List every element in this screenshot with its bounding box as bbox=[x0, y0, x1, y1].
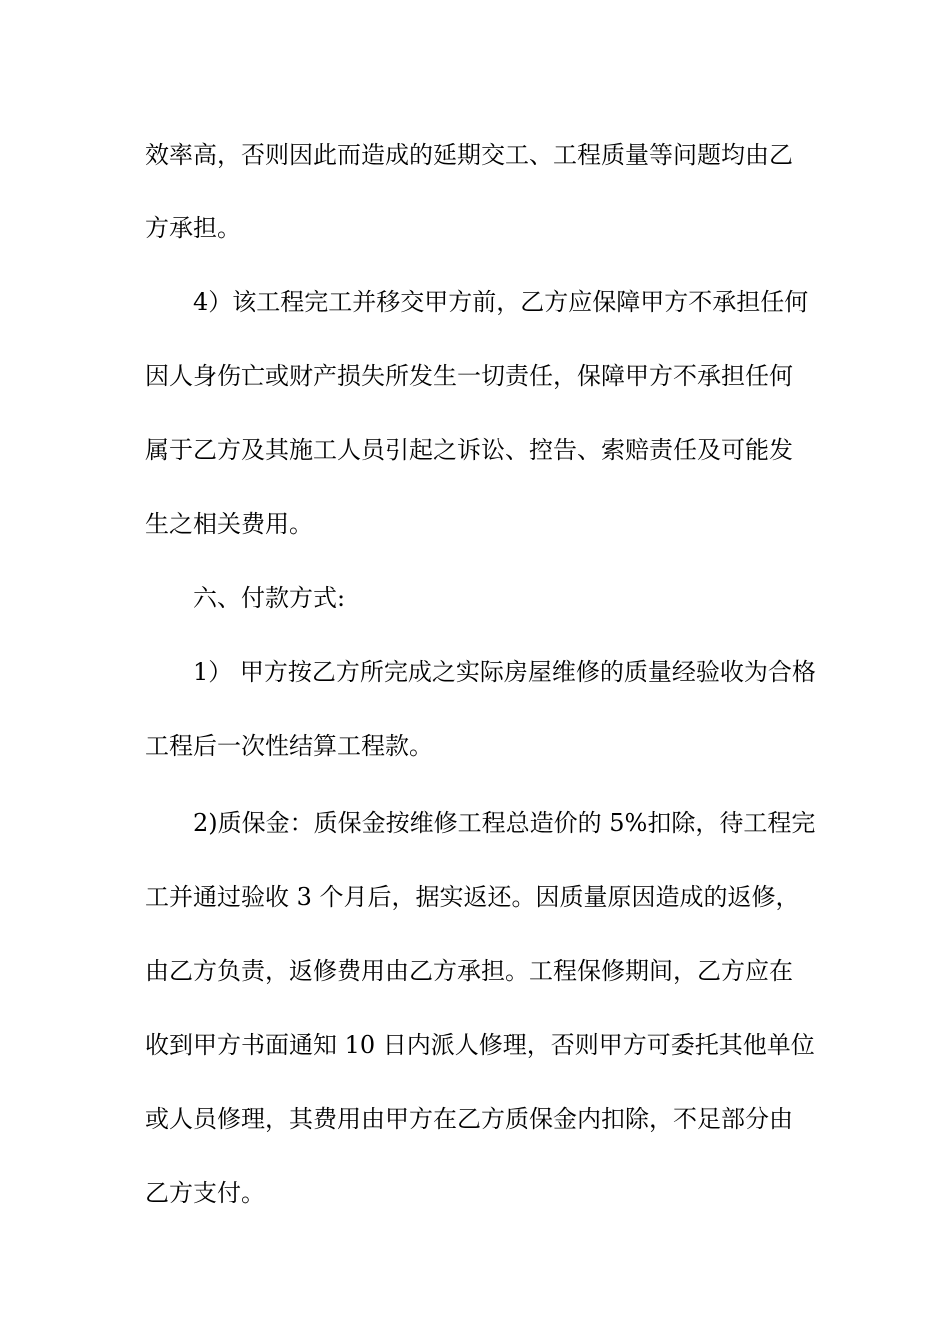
text-line-10: 2)质保金：质保金按维修工程总造价的 5%扣除，待工程完 bbox=[193, 809, 816, 837]
text-line-14: 或人员修理，其费用由甲方在乙方质保金内扣除，不足部分由 bbox=[145, 1105, 793, 1133]
text-line-8: 1） 甲方按乙方所完成之实际房屋维修的质量经验收为合格 bbox=[193, 658, 816, 686]
text-line-5: 属于乙方及其施工人员引起之诉讼、控告、索赔责任及可能发 bbox=[145, 436, 793, 464]
text-line-4: 因人身伤亡或财产损失所发生一切责任，保障甲方不承担任何 bbox=[145, 362, 793, 390]
text-line-6: 生之相关费用。 bbox=[145, 510, 313, 538]
text-line-2: 方承担。 bbox=[145, 214, 241, 242]
text-line-11: 工并通过验收 3 个月后，据实返还。因质量原因造成的返修， bbox=[145, 883, 800, 911]
text-line-12: 由乙方负责，返修费用由乙方承担。工程保修期间，乙方应在 bbox=[145, 957, 793, 985]
section-heading: 六、付款方式: bbox=[193, 584, 346, 612]
text-line-15: 乙方支付。 bbox=[145, 1179, 265, 1207]
text-line-1: 效率高，否则因此而造成的延期交工、工程质量等问题均由乙 bbox=[145, 141, 793, 169]
text-line-3: 4）该工程完工并移交甲方前，乙方应保障甲方不承担任何 bbox=[193, 288, 809, 316]
text-line-13: 收到甲方书面通知 10 日内派人修理，否则甲方可委托其他单位 bbox=[145, 1031, 815, 1059]
text-line-9: 工程后一次性结算工程款。 bbox=[145, 732, 433, 760]
